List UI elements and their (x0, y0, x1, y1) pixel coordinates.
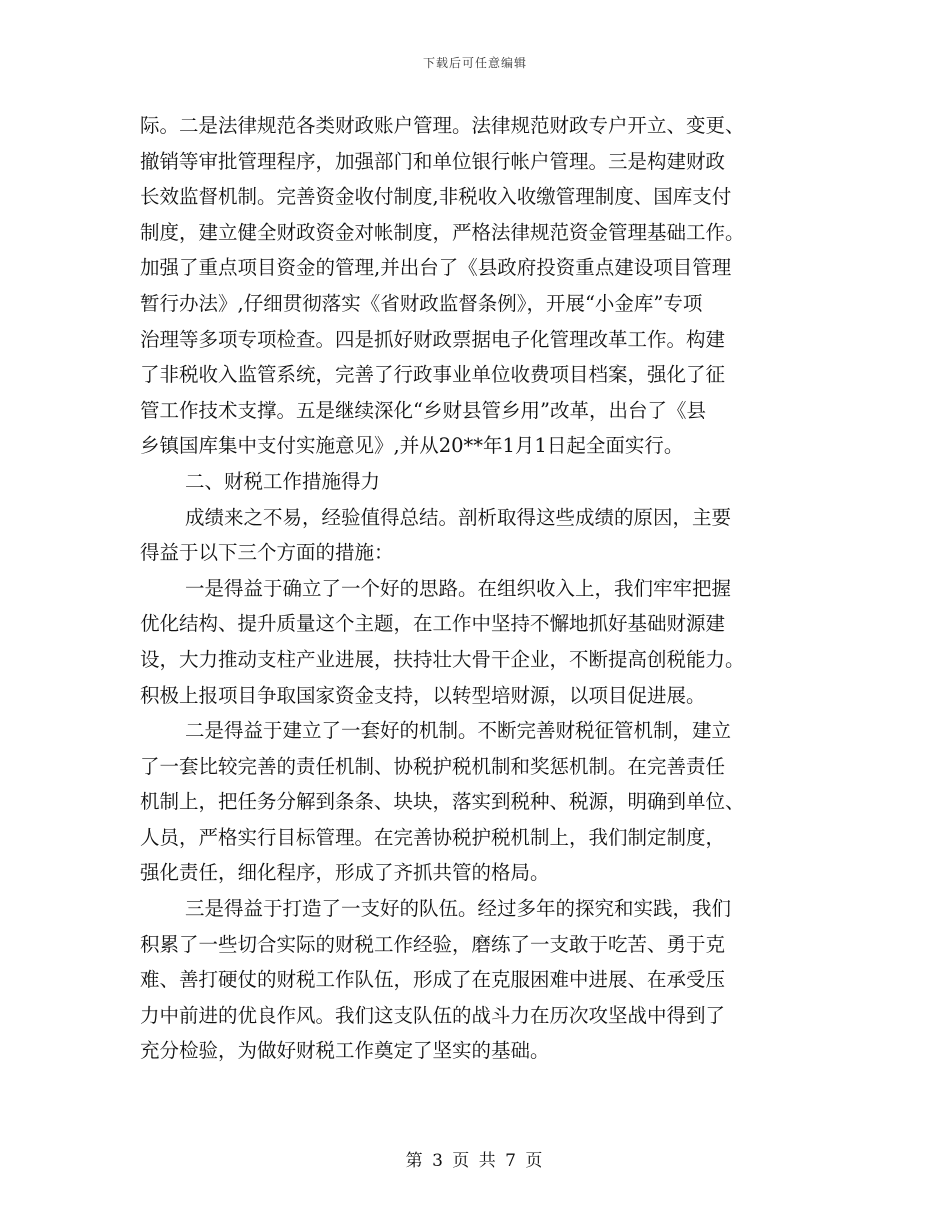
text-line: 强化责任，细化程序，形成了齐抓共管的格局。 (140, 861, 550, 885)
text-line: 乡镇国库集中支付实施意见》,并从20**年1月1日起全面实行。 (140, 434, 684, 458)
paragraph (140, 571, 810, 713)
paragraph (140, 713, 810, 891)
document-body (140, 108, 810, 1069)
text-line: 机制上，把任务分解到条条、块块，落实到税种、税源，明确到单位、 (140, 790, 745, 814)
text-line: 设，大力推动支柱产业进展，扶持壮大骨干企业，不断提高创税能力。 (140, 647, 745, 671)
text-line: 了一套比较完善的责任机制、协税护税机制和奖惩机制。在完善责任 (140, 754, 726, 778)
text-line: 了非税收入监管系统，完善了行政事业单位收费项目档案，强化了征 (140, 363, 726, 387)
text-line: 积累了一些切合实际的财税工作经验，磨练了一支敢于吃苦、勇于克 (140, 932, 726, 956)
text-line: 充分检验，为做好财税工作奠定了坚实的基础。 (140, 1039, 550, 1063)
text-line: 二是得益于建立了一套好的机制。不断完善财税征管机制，建立 (185, 719, 732, 743)
text-line: 成绩来之不易，经验值得总结。剖析取得这些成绩的原因，主要 (185, 505, 732, 529)
page-header: 下载后可任意编辑 (422, 56, 527, 70)
text-line: 得益于以下三个方面的措施： (140, 541, 394, 565)
text-line: 际。二是法律规范各类财政账户管理。法律规范财政专户开立、变更、 (140, 114, 745, 137)
section-heading (140, 464, 810, 500)
text-line: 长效监督机制。完善资金收付制度,非税收入收缴管理制度、国库支付 (140, 185, 732, 209)
page-footer: 第 3 页 共 7 页 (405, 1151, 545, 1171)
text-line: 加强了重点项目资金的管理,并出台了《县政府投资重点建设项目管理 (140, 256, 732, 280)
text-line: 治理等多项专项检查。四是抓好财政票据电子化管理改革工作。构建 (140, 327, 726, 351)
paragraph (140, 891, 810, 1069)
text-line: 难、善打硬仗的财税工作队伍，形成了在克服困难中进展、在承受压 (140, 968, 726, 992)
text-line: 一是得益于确立了一个好的思路。在组织收入上，我们牢牢把握 (185, 576, 732, 600)
text-line: 二、财税工作措施得力 (185, 469, 381, 493)
text-line: 撤销等审批管理程序，加强部门和单位银行帐户管理。三是构建财政 (140, 149, 726, 173)
paragraph (140, 500, 810, 571)
text-line: 三是得益于打造了一支好的队伍。经过多年的探究和实践，我们 (185, 897, 732, 921)
text-line: 力中前进的优良作风。我们这支队伍的战斗力在历次攻坚战中得到了 (140, 1003, 726, 1027)
text-line: 暂行办法》,仔细贯彻落实《省财政监督条例》，开展“小金库”专项 (140, 291, 703, 315)
text-line: 积极上报项目争取国家资金支持，以转型培财源，以项目促进展。 (140, 683, 706, 707)
text-line: 管工作技术支撑。五是继续深化“乡财县管乡用”改革，出台了《县 (140, 398, 706, 422)
text-line: 制度，建立健全财政资金对帐制度，严格法律规范资金管理基础工作。 (140, 220, 745, 244)
text-line: 人员，严格实行目标管理。在完善协税护税机制上，我们制定制度， (140, 825, 726, 849)
paragraph (140, 108, 810, 464)
text-line: 优化结构、提升质量这个主题，在工作中坚持不懈地抓好基础财源建 (140, 612, 726, 636)
